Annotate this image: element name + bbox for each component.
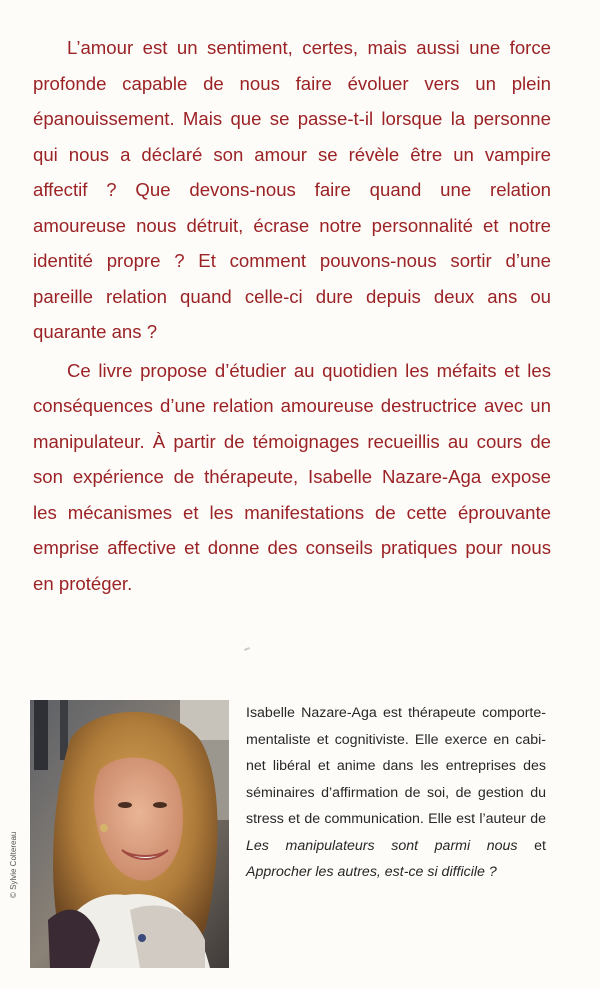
bio-book-title-1: Les manipulateurs sont parmi nous [246,837,518,854]
bio-text: Isabelle Nazare-Aga est thérapeute comportementaliste et cognitiviste. Elle exerce en cabinet libéral et anime dans les entreprises des séminaires d’affirmation de soi, de gestion du stress et de communication. Elle est l’auteur de [246,705,546,827]
bio-book-title-2: Approcher les autres, est-ce si difficile ? [246,864,497,880]
bio-text-connector: et [517,837,546,854]
book-blurb [33,30,551,604]
print-speck [244,647,250,651]
author-bio [246,700,546,886]
author-photo [30,700,229,968]
author-photo-block [9,700,229,968]
photo-credit: © Sylvie Coltereau [9,831,18,898]
blurb-paragraph-1: L’amour est un sentiment, certes, mais aussi une force profonde capable de nous faire évoluer vers un plein épanouissement. Mais que se passe-t-il lorsque la personne qui nous a déclaré son amour se révèle être un vampire affectif ? Que devons-nous faire quand une relation amoureuse nous détruit, écrase notre personnalité et notre identité propre ? Et comment pouvons-nous sortir d’une pareille relation quand celle-ci dure depuis deux ans ou quarante ans ? [33,37,551,342]
blurb-paragraph-2: Ce livre propose d’étudier au quotidien les méfaits et les conséquences d’une relation amoureuse destructrice avec un manipulateur. À partir de témoignages recueillis au cours de son expérience de thérapeute, Isabelle Nazare-Aga expose les mécanismes et les manifestations de cette éprouvante emprise affective et donne des conseils pratiques pour nous en protéger. [33,359,551,594]
author-portrait-illustration [30,700,229,968]
